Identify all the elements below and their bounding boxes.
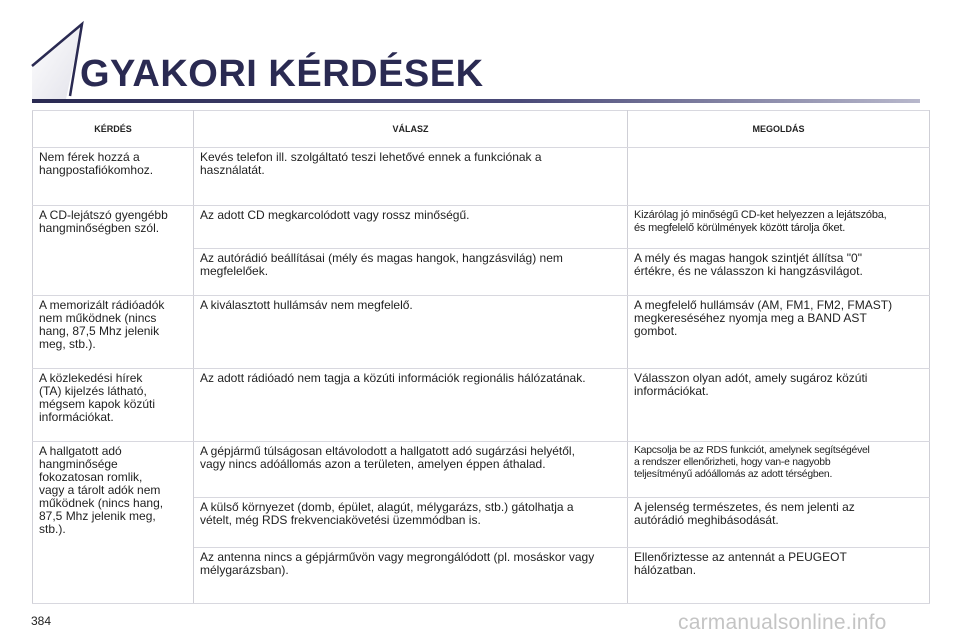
answer-text: A kiválasztott hullámsáv nem megfelelő. (200, 298, 413, 312)
answer-text: A gépjármű túlságosan eltávolodott a hallgatott adó sugárzási helyétől, vagy nincs adóállomás azon a területen, amelyen éppen áthalad. (200, 444, 575, 471)
solution-cell (628, 296, 930, 369)
question-text: A hallgatott adó hangminősége fokozatosan romlik, vagy a tárolt adók nem működnek (nincs hang, 87,5 Mhz jelenik meg, stb.). (39, 444, 164, 536)
answer-cell (194, 442, 628, 498)
column-header-question: KÉRDÉS (33, 111, 194, 148)
faq-table (32, 110, 930, 604)
watermark: carmanualsonline.info (678, 611, 887, 634)
solution-cell (628, 548, 930, 604)
solution-text: Válasszon olyan adót, amely sugároz közúti információkat. (634, 371, 868, 398)
question-cell (33, 148, 194, 206)
solution-cell (628, 442, 930, 498)
page-title: GYAKORI KÉRDÉSEK (80, 53, 484, 95)
question-cell (33, 442, 194, 604)
question-text: A közlekedési hírek (TA) kijelzés látható, mégsem kapok közúti információkat. (39, 371, 156, 424)
question-text: A memorizált rádióadók nem működnek (nincs hang, 87,5 Mhz jelenik meg, stb.). (39, 298, 165, 351)
solution-cell (628, 206, 930, 249)
solution-text: Kizárólag jó minőségű CD-ket helyezzen a lejátszóba, és megfelelő körülmények között tárolja őket. (634, 209, 887, 234)
solution-cell (628, 148, 930, 206)
question-text: A CD-lejátszó gyengébb hangminőségben szól. (39, 208, 168, 235)
question-text: Nem férek hozzá a hangpostafiókomhoz. (39, 150, 154, 177)
answer-text: Az adott rádióadó nem tagja a közúti információk regionális hálózatának. (200, 371, 586, 385)
answer-cell (194, 148, 628, 206)
table-row (33, 296, 930, 369)
solution-cell (628, 369, 930, 442)
solution-text: A megfelelő hullámsáv (AM, FM1, FM2, FMAST) megkereséséhez nyomja meg a BAND AST gombot. (634, 298, 893, 338)
answer-text: A külső környezet (domb, épület, alagút, mélygarázs, stb.) gátolhatja a vételt, még RDS frekvenciakövetési üzemmódban is. (200, 500, 574, 527)
answer-text: Az autórádió beállításai (mély és magas hangok, hangzásvilág) nem megfelelőek. (200, 251, 563, 278)
table-header-row (33, 111, 930, 148)
answer-cell (194, 206, 628, 249)
solution-text: Kapcsolja be az RDS funkciót, amelynek segítségével a rendszer ellenőrizheti, hogy van-e nagyobb teljesítményű adóállomás az adott térségben. (634, 445, 870, 480)
question-cell (33, 369, 194, 442)
answer-cell (194, 369, 628, 442)
answer-cell (194, 249, 628, 296)
table-row (33, 148, 930, 206)
column-header-answer: VÁLASZ (194, 111, 628, 148)
solution-cell (628, 498, 930, 548)
question-cell (33, 296, 194, 369)
question-cell (33, 206, 194, 296)
answer-cell (194, 548, 628, 604)
column-header-solution: MEGOLDÁS (628, 111, 930, 148)
solution-text: A jelenség természetes, és nem jelenti az autórádió meghibásodását. (634, 500, 855, 527)
solution-cell (628, 249, 930, 296)
page-number: 384 (31, 614, 52, 628)
table-row (33, 206, 930, 249)
answer-text: Kevés telefon ill. szolgáltató teszi lehetővé ennek a funkciónak a használatát. (200, 150, 542, 177)
table-row (33, 369, 930, 442)
answer-text: Az antenna nincs a gépjárművön vagy megrongálódott (pl. mosáskor vagy mélygarázsban). (200, 550, 595, 577)
answer-cell (194, 296, 628, 369)
solution-text: Ellenőriztesse az antennát a PEUGEOT hálózatban. (634, 550, 847, 577)
page-header (0, 0, 960, 110)
table-row (33, 442, 930, 498)
answer-text: Az adott CD megkarcolódott vagy rossz minőségű. (200, 208, 470, 222)
solution-text: A mély és magas hangok szintjét állítsa "0" értékre, és ne válasszon ki hangzásvilágot. (634, 251, 863, 278)
answer-cell (194, 498, 628, 548)
